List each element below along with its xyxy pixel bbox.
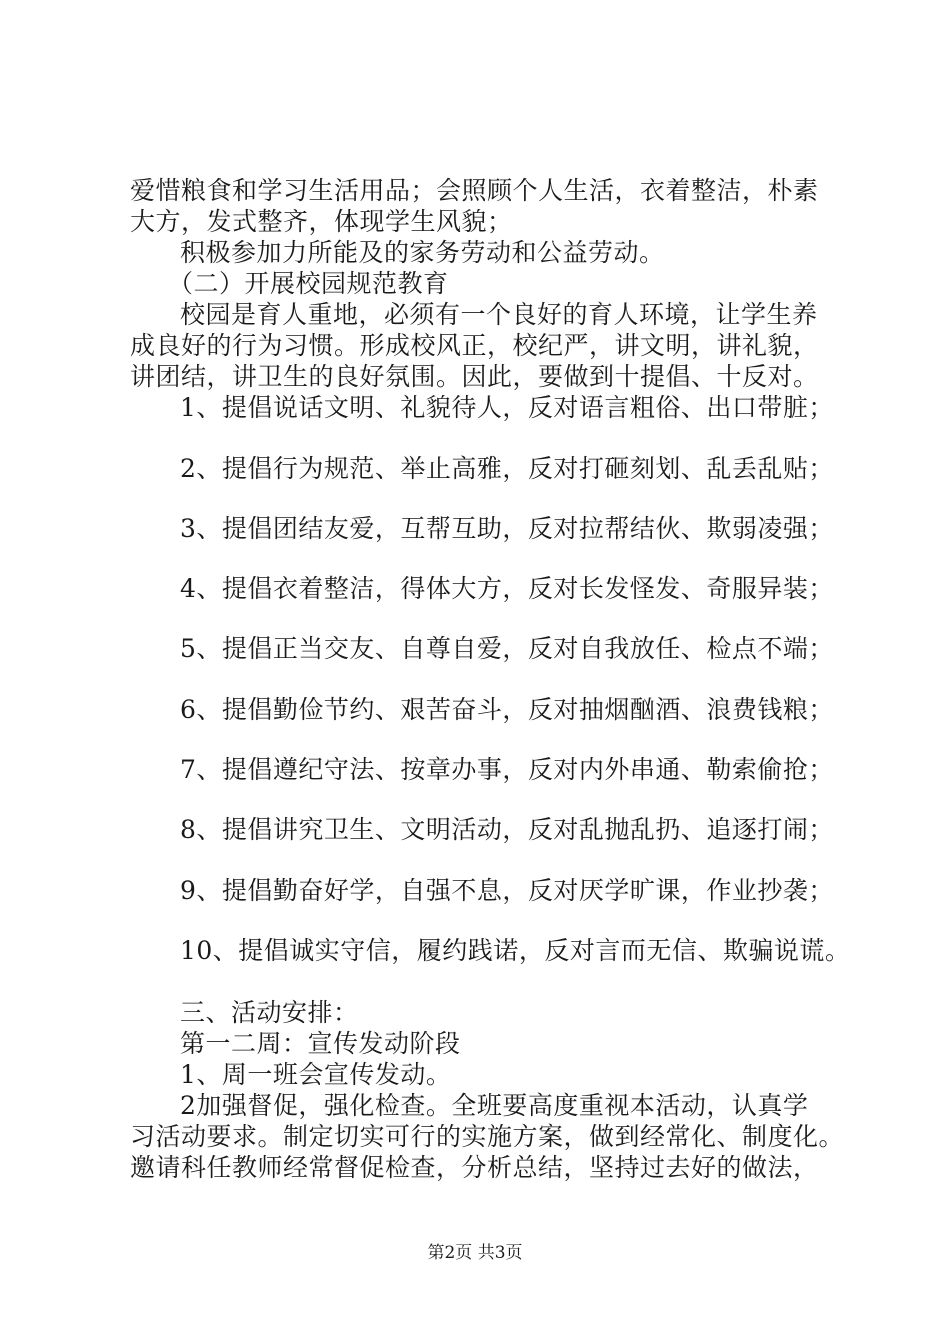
list-item: 6、提倡勤俭节约、艰苦奋斗，反对抽烟酗酒、浪费钱粮； [180,695,834,724]
text-line: 习活动要求。制定切实可行的实施方案，做到经常化、制度化。 [130,1122,845,1151]
text-line: 讲团结，讲卫生的良好氛围。因此，要做到十提倡、十反对。 [130,362,819,391]
text-line: 校园是育人重地，必须有一个良好的育人环境，让学生养 [180,300,818,329]
text-line: 爱惜粮食和学习生活用品；会照顾个人生活，衣着整洁，朴素 [130,176,819,205]
text-line: 成良好的行为习惯。形成校风正，校纪严，讲文明，讲礼貌， [130,331,819,360]
text-line: 邀请科任教师经常督促检查，分析总结，坚持过去好的做法， [130,1153,819,1182]
list-item: 5、提倡正当交友、自尊自爱，反对自我放任、检点不端； [180,634,834,663]
list-item: 8、提倡讲究卫生、文明活动，反对乱抛乱扔、追逐打闹； [180,815,834,844]
list-item: 9、提倡勤奋好学，自强不息，反对厌学旷课，作业抄袭； [180,876,834,905]
section-heading: （二）开展校园规范教育 [168,269,449,298]
list-item: 3、提倡团结友爱，互帮互助，反对拉帮结伙、欺弱凌强； [180,514,834,543]
list-item: 7、提倡遵纪守法、按章办事，反对内外串通、勒索偷抢； [180,755,834,784]
list-item: 1、提倡说话文明、礼貌待人，反对语言粗俗、出口带脏； [180,393,834,422]
text-line: 积极参加力所能及的家务劳动和公益劳动。 [180,238,665,267]
text-line: 2加强督促，强化检查。全班要高度重视本活动，认真学 [180,1091,809,1120]
list-item: 10、提倡诚实守信，履约践诺，反对言而无信、欺骗说谎。 [180,936,851,965]
text-line: 第一二周：宣传发动阶段 [180,1029,461,1058]
section-heading: 三、活动安排： [180,998,359,1027]
text-line: 1、周一班会宣传发动。 [180,1060,452,1089]
list-item: 2、提倡行为规范、举止高雅，反对打砸刻划、乱丢乱贴； [180,454,834,483]
list-item: 4、提倡衣着整洁，得体大方，反对长发怪发、奇服异装； [180,574,834,603]
text-line: 大方，发式整齐，体现学生风貌； [130,207,513,236]
page-number-footer: 第2页 共3页 [427,1243,523,1263]
